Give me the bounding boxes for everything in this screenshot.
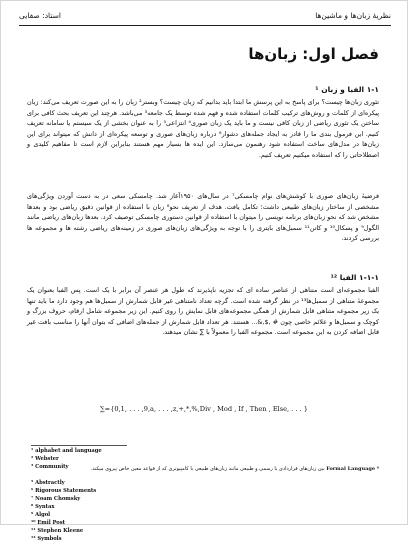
- footnote: ¹³ Symbols: [31, 536, 62, 542]
- footnote: ⁵ Abstractly: [31, 480, 65, 486]
- paragraph-alphabet-definition: الفبا مجموعه‌ای است متناهی از عناصر ساده ای که تجزیه ناپذیرند که طول هر عنصر آن برابر با یک است. پس الفبا بعنوان یک مجموعهٔ متناهی از سمبل‌ها¹³ در نظر گرفته شده است. گرچه تعداد نامتناهی غیر قابل شمارش از سمبل‌ها هم وجود دارد ما باید تنها یک زیر مجموعه متناهی قابل شمارش از همگی مجموعه‌های قابل نمایش را روی کنیم. این زیر مجموعه شامل ارقام، حروف بزرگ و کوچک و سمبل‌ها و علائم خاصی چون # ,$,&... هستند. هر تعداد قابل شمارش از جمله‌های اضافی که بتوان آنها را مناسب بافت غیر قابل اضافه کردن به این مجموعه است. مجموعه الفبا را معمولاً با ∑ نشان میدهند.: [27, 286, 379, 337]
- footnote: ⁶ Rigorous Statements: [31, 488, 97, 494]
- instructor-name: استاد: صفایی: [19, 11, 61, 20]
- paragraph-formal-language-history: فرضیهٔ زبان‌های صوری با کوشش‌های نوام چامسکی⁷ در سال‌های ۱۹۵۰آغاز شد. چامسکی سعی در به دست آوردن ویژگی‌های مشخصی از ساختار زبان‌های طبیعی داشت؛ تکامل یافت. هدف از تعریف نحو⁸ زبان با استفاده از قوانین دقیق ریاضی بود و بعدها مشخص شد که نحو زبان‌های برنامه نویسی را میتوان با استفاده از قوانین دستوری چامسکی توصیف کرد. بعدها زبان‌های ریاضی مانند الگول⁹ و پسکال¹⁰ و کاتن¹¹ سمبل‌های بایتری را با توجه به ویژگی‌های زبان‌های صوری در زمینه‌های ریاضی رشته ها و مجموعه ها بررسی کردند.: [27, 192, 379, 243]
- footnote: ¹ alphabet and language: [31, 448, 102, 454]
- chapter-title: فصل اول: زبان‌ها: [248, 45, 379, 63]
- footnote: ⁸ Syntax: [31, 504, 55, 510]
- alphabet-formula: ∑={0,1, . . . ,9,a, . . . ,z,+,*,%,Div , Mod , If , Then , Else, . . . }: [99, 405, 309, 413]
- book-title: نظریهٔ زبان‌ها و ماشین‌ها: [315, 11, 391, 20]
- footnotes-left: [31, 447, 102, 543]
- footnote: ⁹ Algol: [31, 512, 51, 518]
- footnote-formal-language: [91, 466, 379, 472]
- section-heading-alphabet-language: ۱-۱ الفبا و زبان ¹: [315, 85, 379, 94]
- footnote: ⁷ Noam Chomsky: [31, 496, 81, 502]
- running-header: [19, 9, 391, 26]
- footnote-text: بین زبان‌های قراردادی یا رسمی و طبیعی مانند زبان‌های طبیعی با کامپیوتری که از قواعد معین خاص پیروی میکند.: [90, 466, 325, 472]
- footnote-term: ⁴ Formal Language: [326, 466, 379, 472]
- section-heading-alphabet: ۱-۱-۱ الفبا ¹²: [330, 273, 379, 282]
- paragraph-language-definition: تئوری زبان‌ها چیست؟ برای پاسخ به این پرسش ما ابتدا باید بدانیم که زبان چیست؟ وبستر² زبان را به این صورت تعریف می‌کند: زبان پیکره‌ای از کلمات و روش‌های ترکیب کلمات استفاده شده و فهم شده توسط یک جامعه³ می‌باشد. هرچند این تعریف بحث کافی برای ساختن یک تئوری ریاضی از زبان کافی نیست و ما باید یک زبان صوری⁴ انتزاعی⁵ را به عنوان بخشی از یک سیستم یا سامانه تعریف کنیم. این فرمول بندی ما را قادر به ایجاد جمله‌های دشوار⁶ درباره زبان‌های صوری و توسعه پیکره‌ای از دانش که میتواند برای این زبان‌ها در مدل‌های ساخت استفاده شود رهنمون می‌سازد. این ایده ها بسیار مهم هستند بنابراین لازم است تا مفاهیم کلیدی و اصطلاحاتی را که استفاده میکنیم تعریف کنیم.: [27, 98, 379, 159]
- footnote: ¹⁰ Emil Post: [31, 520, 66, 526]
- footnote: ² Webster: [31, 456, 59, 462]
- footnote-divider: [31, 445, 127, 446]
- footnote: ¹¹ Stephen Kleene: [31, 528, 84, 534]
- footnote: ³ Community: [31, 464, 69, 470]
